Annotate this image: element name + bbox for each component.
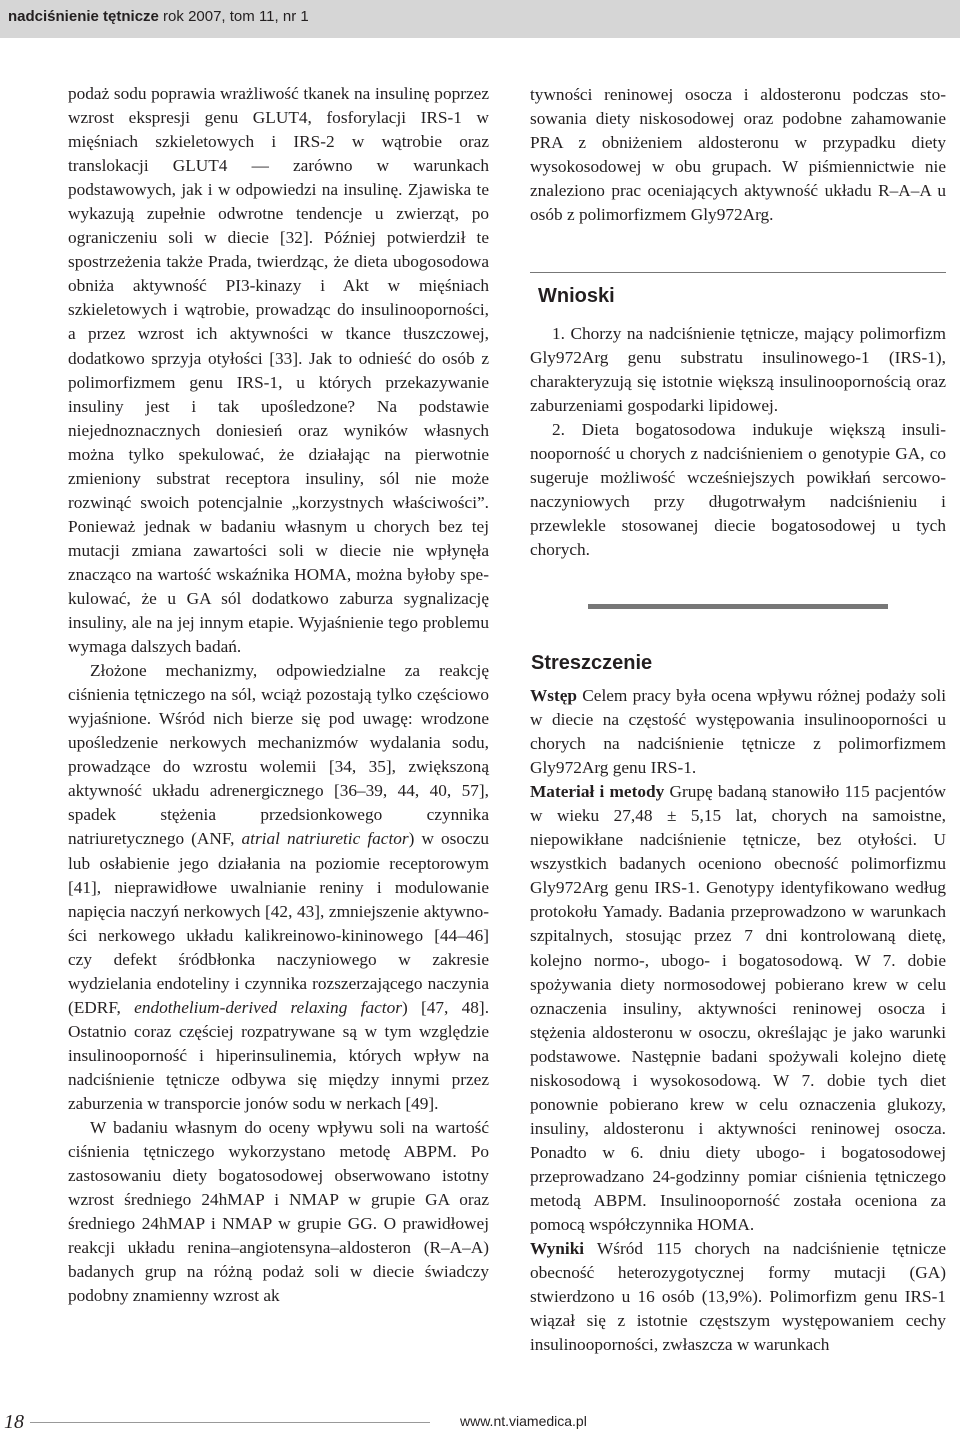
paragraph-body-2-part-c: ) [47, 48]. Ostatnio coraz częściej rozpatrywane są w tym względzie insulinooporność i hiperinsulinemia, których wpływ na nadciśnienie tętnicze odbywa się między innymi przez zaburzenia w transporcie jonów sodu w nerkach [49]. <box>68 997 490 1113</box>
conclusions-block <box>530 322 946 562</box>
abstract-heading: Streszczenie <box>531 652 653 674</box>
abstract-intro-label: Wstęp <box>530 686 578 705</box>
right-column <box>530 83 946 227</box>
footer-rule <box>30 1422 430 1423</box>
abstract-intro-text: Celem pracy była ocena wpływu różnej podaży soli w diecie na częstość występowania insulinooporności u chorych na nadciśnienie tętnicze z polimorfizmem Gly972Arg genu IRS-1. <box>530 686 946 778</box>
term-anf: atrial natriuretic factor <box>241 829 409 849</box>
paragraph-body-1: podaż sodu poprawia wrażliwość tkanek na insulinę poprzez wzrost ekspresji genu GLUT4, fosforylacji IRS-1 w mięśniach szkieletowych i IRS-2 w wątrobie oraz translokacji GLUT4 — zarówno w warunkach podstawowych, jak i w odpowiedzi na insulinę. Zjawiska te wykazują zupełnie odwrotne tendencje u zwierząt, po ograniczeniu soli w diecie [32]. Później potwierdził te spostrzeżenia także Prada, twierdząc, że dieta ubogosodowa obniża aktywność PI3-kinazy i Akt w mięśniach szkieletowych i wątrobie, prowadząc do insulinooporności, a przez wzrost ich aktywności w tkance tłuszczowej, dodatkowo sprzyja otyłości [33]. Jak to odnieść do osób z polimorfizmem genu IRS-1, u których przekazywanie insuliny jest i tak upośledzone? Na podstawie niejednoznacznych doniesień oraz wyników własnych można tylko spekulować, że działając na pierwotnie zmieniony substrat receptora insuliny, sól nie może rozwinąć swoich potencjalnie „korzystnych właściwości”. Ponieważ jednak w badaniu własnym u chorych bez tej mutacji zmiana zawartości soli w diecie nie wpłynęła znacząco na wartość wskaźnika HOMA, można byłoby spekulować, że u GA sól dodatkowo zaburza sygnalizację insuliny, ale na jej innym etapie. Wyjaśnienie tego problemu wymaga dalszych badań. <box>68 84 489 657</box>
conclusions-heading: Wnioski <box>538 285 615 307</box>
journal-issue: rok 2007, tom 11, nr 1 <box>158 8 309 25</box>
journal-title: nadciśnienie tętnicze <box>8 8 159 25</box>
abstract-results-label: Wyniki <box>530 1239 585 1259</box>
abstract-divider <box>588 604 888 609</box>
abstract-methods-text: Grupę badaną stanowiło 115 pacjentów w wieku 27,48 ± 5,15 lat, chorych na samoistne, niepowikłane nadciśnienie tętnicze, bez otyłości. U wszystkich badanych oceniono obecność polimorfizmu Gly972Arg genu IRS-1. Genotypy identyfikowano według protokołu Yamady. Badania przeprowadzono w warunkach szpitalnych, stosując przez 7 dni kontrolowaną dietę, kolejno normo-, ubogo- i bogatosodową. W 7. dobie spożywania diety normosodowej pobierano krew w celu oznaczenia insuliny, aktywności reninowej osocza i stężenia aldosteronu w osoczu, określając je jako warunki podstawowe. Następnie badani spożywali kolejno dietę niskosodową i wysokosodową. W 7. dobie tych diet ponownie pobierano krew w celu oznaczenia glukozy, insuliny, aldosteronu i aktywności reninowej osocza. Ponadto w 6. dniu diety ubogo- i bogatosodowej przeprowadzano 24-godzinny pomiar ciśnienia tętniczego metodą ABPM. Insulinooporność została oceniona za pomocą współczynnika HOMA. <box>530 782 947 1235</box>
paragraph-body-2-part-b: ) w osoczu lub osłabienie jego działania na poziomie receptorowym [41], nieprawidłowe uwalnianie reniny i modulowanie napięcia naczyń nerkowych [42, 43], zmniejszenie aktywności nerkowego układu kalikreinowo-kininowego [44–46] czy defekt śródbłonka naczyniowego w zakresie wydzielania endoteliny i czynnika rozszerzającego naczynia (EDRF, <box>68 829 489 1017</box>
term-edrf: endothelium-derived relaxing factor <box>134 997 402 1017</box>
footer-url: www.nt.viamedica.pl <box>460 1413 587 1429</box>
page-number: 18 <box>4 1411 24 1433</box>
paragraph-right-1: tywności reninowej osocza i aldosteronu podczas stosowania diety niskosodowej oraz podobne zahamowanie PRA z obniżeniem aldosteronu w przypadku diety wysokosodowej w obu grupach. W piśmiennictwie nie znaleziono prac oceniających aktywność układu R–A–A u osób z polimorfizmem Gly972Arg. <box>530 85 946 225</box>
conclusion-1: 1. Chorzy na nadciśnienie tętnicze, mający polimorfizm Gly972Arg genu substratu insulinowego-1 (IRS-1), charakteryzują się istotnie większą insulinoopornością oraz zaburzeniami gospodarki lipidowej. <box>530 324 946 416</box>
abstract-block <box>530 684 946 1357</box>
abstract-methods-label: Materiał i metody <box>530 782 665 802</box>
paragraph-body-3: W badaniu własnym do oceny wpływu soli na wartość ciśnienia tętniczego wykorzystano metodę ABPM. Po zastosowaniu diety bogatosodowej obserwowano istotny wzrost średniego 24hMAP i NMAP w grupie GA oraz średniego 24hMAP i NMAP w grupie GG. O prawidłowej reakcji układu renina–angiotensyna–aldosteron (R–A–A) badanych grup na różną podaż soli w diecie świadczy podobny znamienny wzrost ak <box>68 1118 489 1306</box>
journal-citation <box>8 8 309 25</box>
abstract-results-text: Wśród 115 chorych na nadciśnienie tętnicze obecność heterozygotycznej formy mutacji (GA) stwierdzono u 16 osób (13,9%). Polimorfizm genu IRS-1 wiązał się z istotnie częstszym występowaniem cechy insulinooporności, zwłaszcza w warunkach <box>530 1239 946 1355</box>
abstract-intro <box>530 684 946 780</box>
abstract-results <box>530 1237 946 1357</box>
paragraph-body-2 <box>68 659 489 1116</box>
conclusion-2: 2. Dieta bogatosodowa indukuje większą insulinooporność u chorych z nadciśnieniem o genotypie GA, co sugeruje możliwość wcześniejszych powikłań sercowo-naczyniowych przy długotrwałym nadciśnieniu i przewlekle stosowanej diecie bogatosodowej u tych chorych. <box>530 420 946 560</box>
section-divider <box>530 272 946 273</box>
left-column <box>68 82 489 1308</box>
abstract-methods <box>530 780 946 1237</box>
paragraph-body-2-part-a: Złożone mechanizmy, odpowiedzialne za reakcję ciśnienia tętniczego na sól, wciąż pozostają tylko częściowo wyjaśnione. Wśród nich bierze się pod uwagę: wrodzone upośledzenie nerkowych mechanizmów wydalania sodu, prowadzące do wzrostu wolemii [34, 35], zwiększoną aktywność układu adrenergicznego [36–39, 44, 40, 57], spadek stężenia przedsionkowego czynnika natriuretycznego (ANF, <box>68 661 489 849</box>
